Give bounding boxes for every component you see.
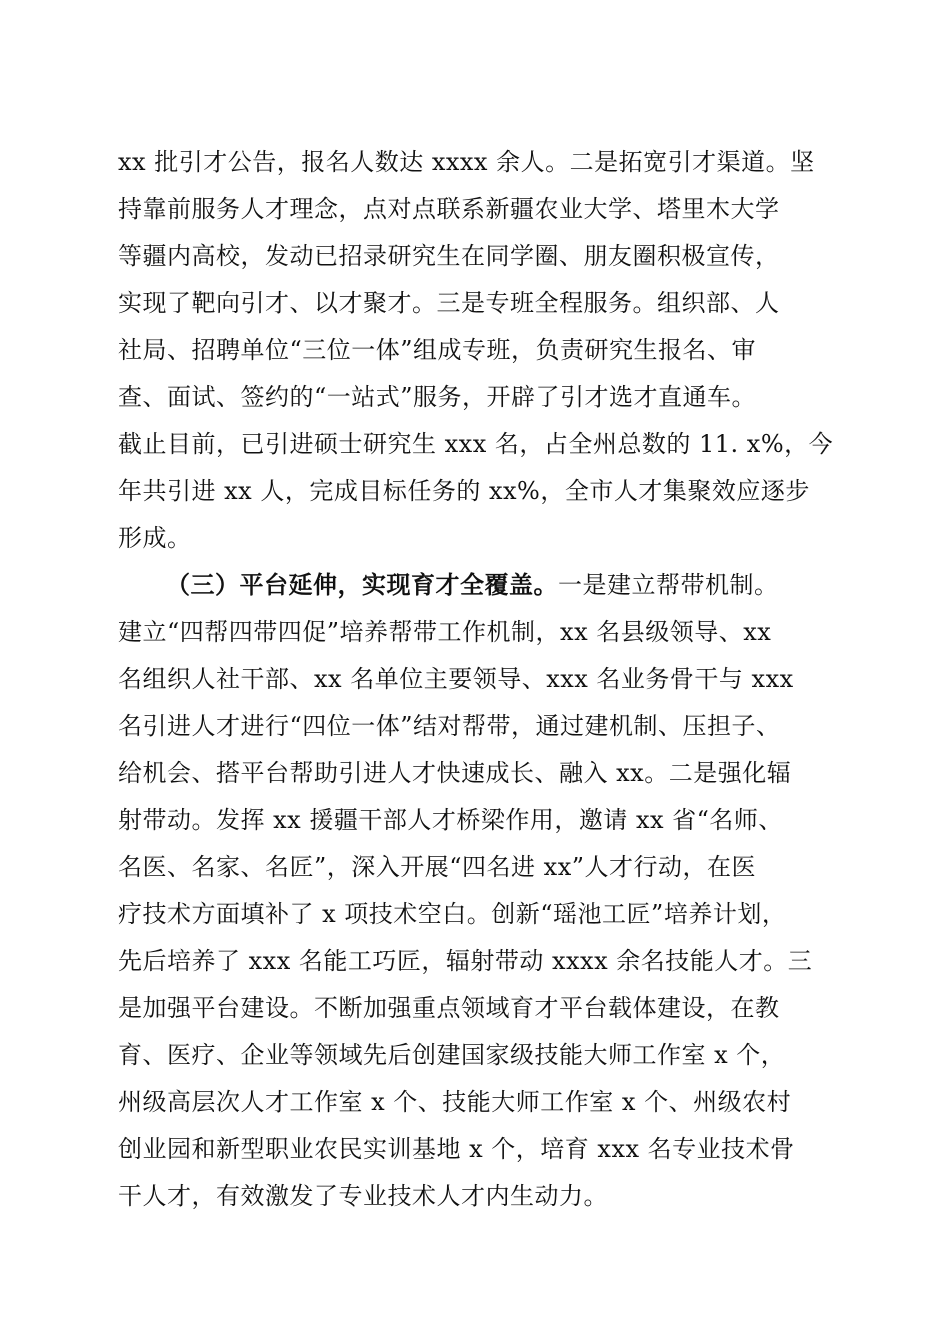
paragraph2-line-4: 名引进人才进行“四位一体”结对帮带，通过建机制、压担子、: [118, 712, 781, 740]
paragraph2-line-7: 名医、名家、名匠”，深入开展“四名进 xx”人才行动，在医: [118, 853, 757, 881]
paragraph2-line-5: 给机会、搭平台帮助引进人才快速成长、融入 xx。二是强化辐: [118, 759, 792, 787]
paragraph2-line-8: 疗技术方面填补了 x 项技术空白。创新“瑶池工匠”培养计划，: [118, 900, 787, 928]
paragraph1-line-9: 形成。: [118, 524, 192, 552]
paragraph2-line-12: 州级高层次人才工作室 x 个、技能大师工作室 x 个、州级农村: [118, 1088, 792, 1116]
paragraph2-line-6: 射带动。发挥 xx 援疆干部人才桥梁作用，邀请 xx 省“名师、: [118, 806, 783, 834]
paragraph1-line-8: 年共引进 xx 人，完成目标任务的 xx%，全市人才集聚效应逐步: [118, 477, 810, 505]
paragraph1-line-5: 社局、招聘单位“三位一体”组成专班，负责研究生报名、审: [118, 336, 757, 364]
paragraph2-first-line-text: 一是建立帮带机制。: [558, 571, 779, 599]
paragraph1-line-2: 持靠前服务人才理念，点对点联系新疆农业大学、塔里木大学: [118, 195, 780, 223]
paragraph2-line-10: 是加强平台建设。不断加强重点领域育才平台载体建设，在教: [118, 994, 780, 1022]
paragraph1-line-6: 查、面试、签约的“一站式”服务，开辟了引才选才直通车。: [118, 383, 757, 411]
paragraph2-line-11: 育、医疗、企业等领域先后创建国家级技能大师工作室 x 个，: [118, 1041, 786, 1069]
paragraph2-line-13: 创业园和新型职业农民实训基地 x 个，培育 xxx 名专业技术骨: [118, 1135, 795, 1163]
paragraph1-line-3: 等疆内高校，发动已招录研究生在同学圈、朋友圈积极宣传，: [118, 242, 780, 270]
paragraph2-line-14: 干人才，有效激发了专业技术人才内生动力。: [118, 1182, 608, 1210]
section-heading: （三）平台延伸，实现育才全覆盖。: [166, 570, 558, 599]
paragraph2-first-line: [166, 570, 886, 600]
paragraph1-line-1: xx 批引才公告，报名人数达 xxxx 余人。二是拓宽引才渠道。坚: [118, 148, 815, 176]
paragraph2-line-2: 建立“四帮四带四促”培养帮带工作机制，xx 名县级领导、xx: [118, 618, 772, 646]
paragraph2-line-3: 名组织人社干部、xx 名单位主要领导、xxx 名业务骨干与 xxx: [118, 665, 794, 693]
paragraph1-line-4: 实现了靶向引才、以才聚才。三是专班全程服务。组织部、人: [118, 289, 780, 317]
paragraph2-line-9: 先后培养了 xxx 名能工巧匠，辐射带动 xxxx 余名技能人才。三: [118, 947, 813, 975]
paragraph1-line-7: 截止目前，已引进硕士研究生 xxx 名，占全州总数的 11. x%，今: [118, 430, 834, 458]
